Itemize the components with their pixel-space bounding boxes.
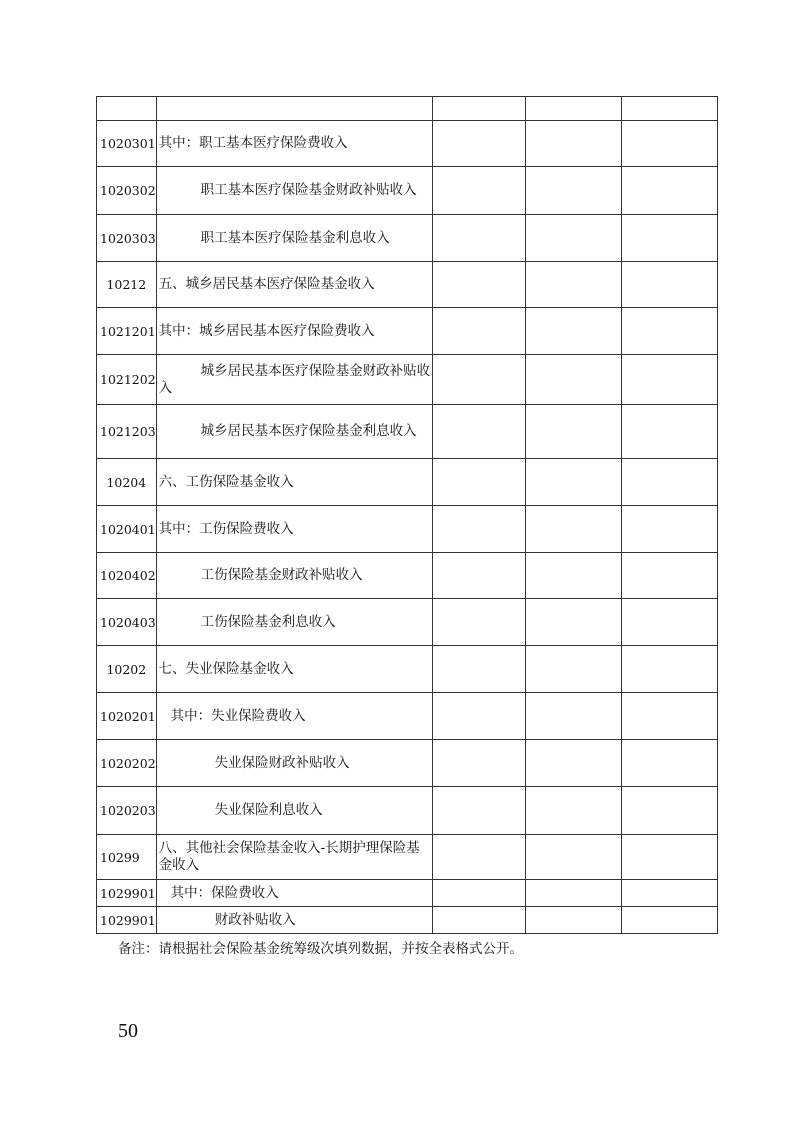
row-code [97, 97, 157, 121]
value-cell [621, 907, 717, 934]
row-item-name: 八、其他社会保险基金收入-长期护理保险基金收入 [156, 835, 432, 880]
value-cell [432, 121, 525, 167]
table-row [97, 740, 718, 787]
row-code: 10212 [97, 262, 157, 308]
value-cell [525, 599, 621, 646]
row-item-name: 其中：失业保险费收入 [156, 693, 432, 740]
value-cell [432, 308, 525, 355]
row-item-name: 财政补贴收入 [156, 907, 432, 934]
value-cell [621, 740, 717, 787]
value-cell [432, 459, 525, 506]
value-cell [525, 646, 621, 693]
value-cell [621, 459, 717, 506]
row-code: 1021203 [97, 405, 157, 459]
row-item-name: 失业保险利息收入 [156, 787, 432, 835]
row-code: 1020203 [97, 787, 157, 835]
value-cell [432, 553, 525, 599]
row-code: 1020202 [97, 740, 157, 787]
table-row [97, 599, 718, 646]
value-cell [432, 787, 525, 835]
value-cell [525, 880, 621, 907]
value-cell [525, 459, 621, 506]
value-cell [525, 167, 621, 215]
value-cell [432, 97, 525, 121]
value-cell [621, 599, 717, 646]
value-cell [621, 97, 717, 121]
row-item-name: 城乡居民基本医疗保险基金财政补贴收入 [156, 355, 432, 405]
table-row [97, 215, 718, 262]
table-row [97, 308, 718, 355]
row-item-name: 城乡居民基本医疗保险基金利息收入 [156, 405, 432, 459]
row-item-name: 职工基本医疗保险基金利息收入 [156, 215, 432, 262]
value-cell [621, 506, 717, 553]
row-code: 1021201 [97, 308, 157, 355]
value-cell [621, 355, 717, 405]
row-code: 1021202 [97, 355, 157, 405]
value-cell [525, 121, 621, 167]
table-row [97, 405, 718, 459]
table-row [97, 97, 718, 121]
row-code: 1020403 [97, 599, 157, 646]
value-cell [621, 262, 717, 308]
row-item-name: 其中：保险费收入 [156, 880, 432, 907]
value-cell [432, 646, 525, 693]
row-item-name: 其中：城乡居民基本医疗保险费收入 [156, 308, 432, 355]
table-row [97, 506, 718, 553]
row-code: 1029901 [97, 907, 157, 934]
row-item-name: 失业保险财政补贴收入 [156, 740, 432, 787]
table-row [97, 787, 718, 835]
value-cell [432, 167, 525, 215]
value-cell [432, 740, 525, 787]
value-cell [432, 262, 525, 308]
table-row [97, 355, 718, 405]
value-cell [525, 693, 621, 740]
value-cell [432, 693, 525, 740]
value-cell [525, 215, 621, 262]
value-cell [525, 907, 621, 934]
value-cell [525, 740, 621, 787]
table-row [97, 646, 718, 693]
table-row [97, 693, 718, 740]
row-item-name: 其中：职工基本医疗保险费收入 [156, 121, 432, 167]
row-item-name: 五、城乡居民基本医疗保险基金收入 [156, 262, 432, 308]
row-item-name: 六、工伤保险基金收入 [156, 459, 432, 506]
value-cell [621, 693, 717, 740]
row-code: 10299 [97, 835, 157, 880]
row-code: 10204 [97, 459, 157, 506]
value-cell [525, 787, 621, 835]
row-code: 10202 [97, 646, 157, 693]
footnote: 备注：请根据社会保险基金统筹级次填列数据，并按全表格式公开。 [118, 941, 523, 957]
value-cell [525, 308, 621, 355]
row-item-name: 职工基本医疗保险基金财政补贴收入 [156, 167, 432, 215]
row-code: 1029901 [97, 880, 157, 907]
row-item-name: 其中：工伤保险费收入 [156, 506, 432, 553]
table-row [97, 121, 718, 167]
value-cell [621, 835, 717, 880]
table-row [97, 262, 718, 308]
row-item-name: 七、失业保险基金收入 [156, 646, 432, 693]
value-cell [621, 553, 717, 599]
value-cell [525, 553, 621, 599]
fund-income-table [96, 96, 718, 934]
row-code: 1020303 [97, 215, 157, 262]
value-cell [432, 907, 525, 934]
value-cell [432, 599, 525, 646]
table-row [97, 553, 718, 599]
value-cell [525, 355, 621, 405]
table-row [97, 880, 718, 907]
value-cell [621, 405, 717, 459]
value-cell [525, 97, 621, 121]
value-cell [621, 880, 717, 907]
table-row [97, 167, 718, 215]
row-code: 1020402 [97, 553, 157, 599]
value-cell [432, 215, 525, 262]
value-cell [525, 262, 621, 308]
value-cell [621, 308, 717, 355]
value-cell [525, 835, 621, 880]
value-cell [621, 215, 717, 262]
value-cell [525, 405, 621, 459]
row-code: 1020201 [97, 693, 157, 740]
page-number: 50 [118, 1020, 138, 1042]
value-cell [432, 506, 525, 553]
value-cell [621, 167, 717, 215]
table-row [97, 835, 718, 880]
value-cell [432, 405, 525, 459]
row-item-name [156, 97, 432, 121]
row-code: 1020302 [97, 167, 157, 215]
row-item-name: 工伤保险基金财政补贴收入 [156, 553, 432, 599]
value-cell [432, 880, 525, 907]
value-cell [621, 646, 717, 693]
value-cell [432, 835, 525, 880]
row-code: 1020401 [97, 506, 157, 553]
value-cell [621, 787, 717, 835]
row-code: 1020301 [97, 121, 157, 167]
table-row [97, 459, 718, 506]
value-cell [621, 121, 717, 167]
value-cell [432, 355, 525, 405]
table-row [97, 907, 718, 934]
row-item-name: 工伤保险基金利息收入 [156, 599, 432, 646]
value-cell [525, 506, 621, 553]
